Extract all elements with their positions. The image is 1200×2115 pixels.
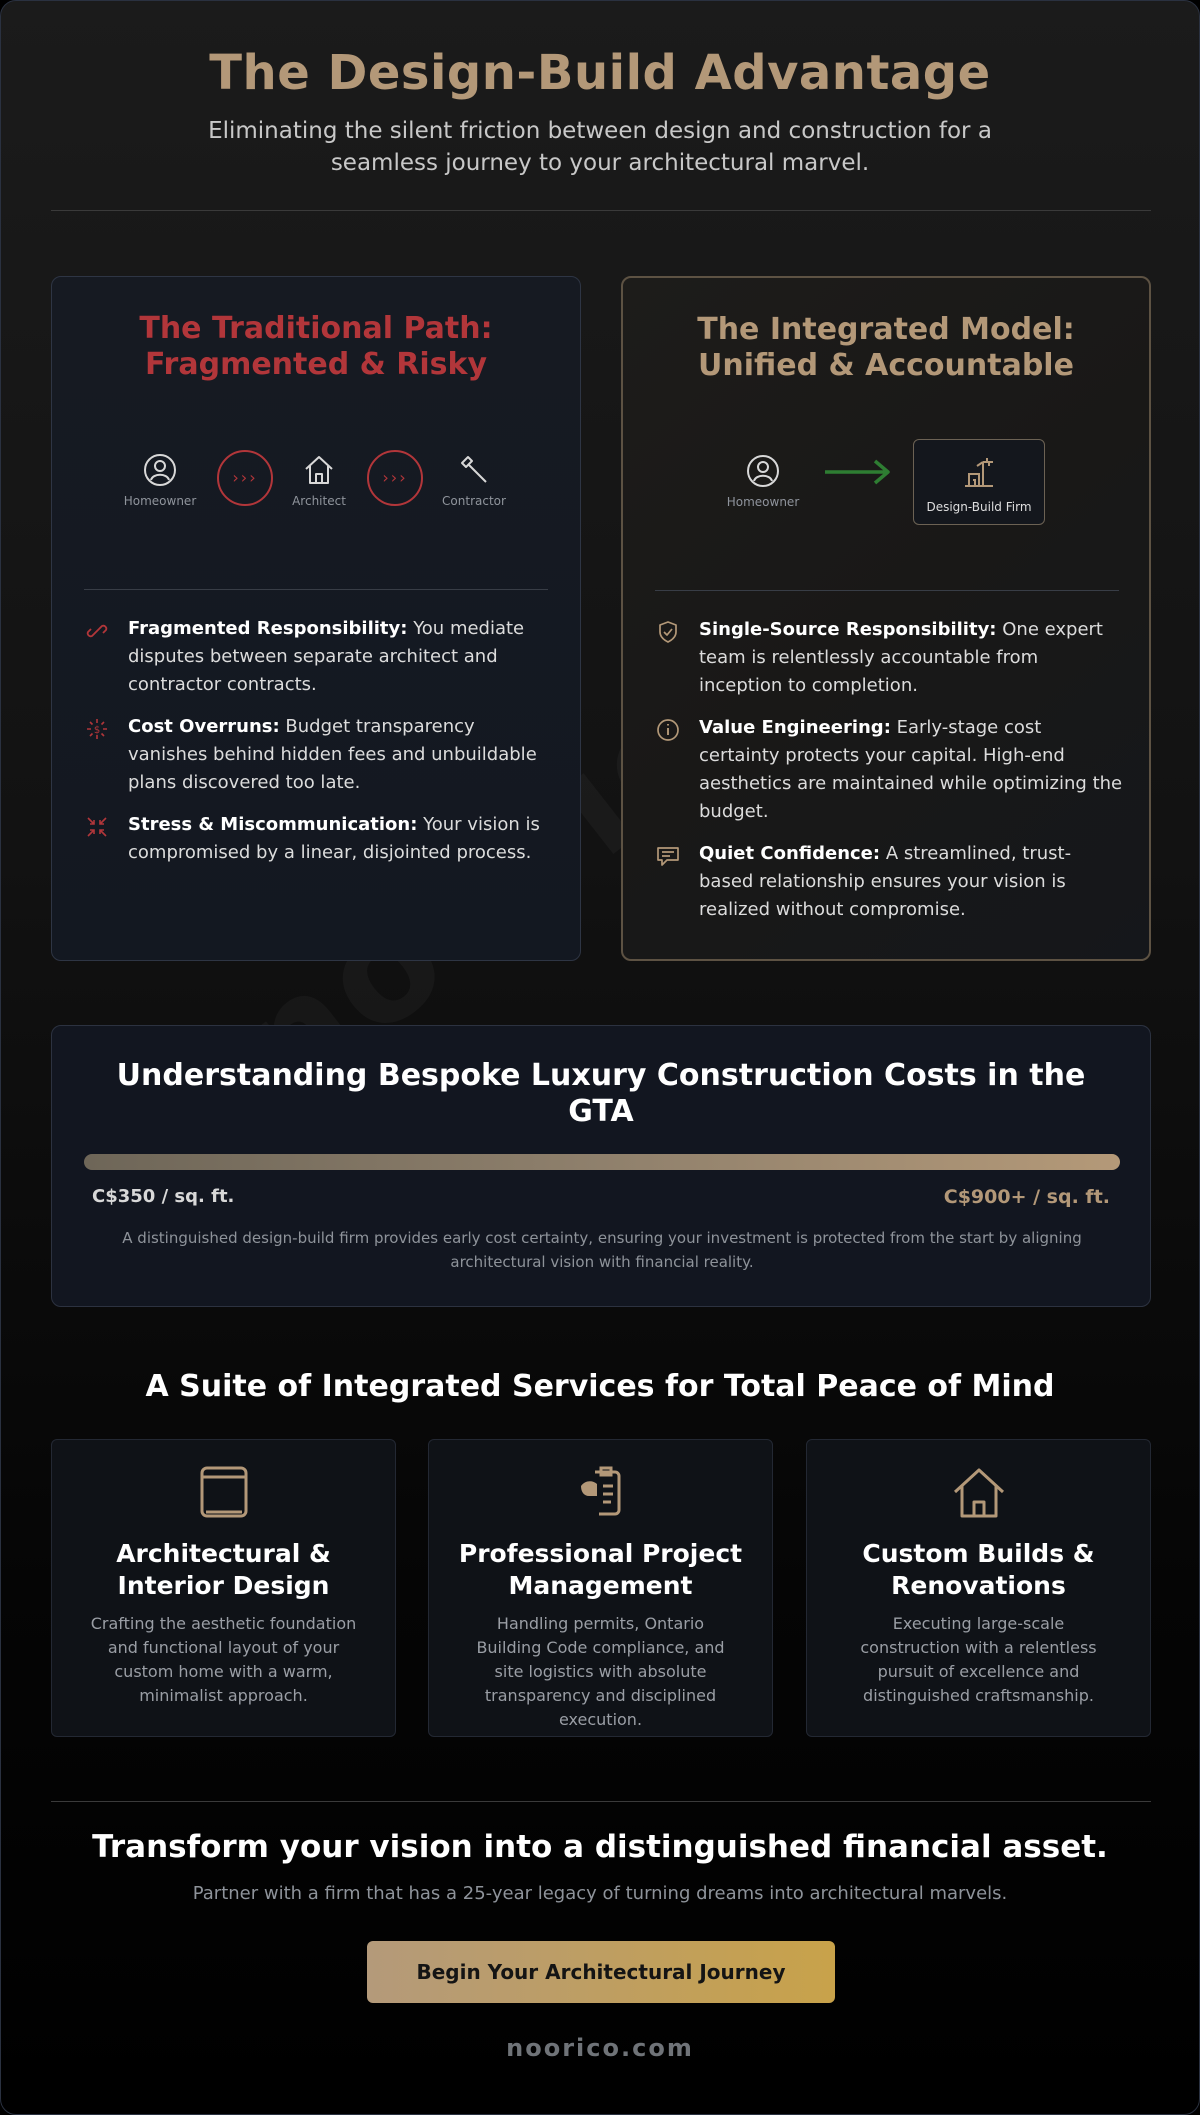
cost-note: A distinguished design-build firm provides early cost certainty, ensuring your investment is protected from the start by aligning architectural vision with financial reality.	[122, 1229, 1082, 1271]
cost-range-bar	[84, 1154, 1120, 1170]
cost-range-panel	[51, 1025, 1151, 1307]
house-icon	[949, 1462, 1009, 1522]
contractor-node	[424, 452, 524, 508]
friction-connector-icon: ›››	[367, 450, 423, 506]
list-item	[84, 615, 554, 699]
service-card-design	[51, 1439, 396, 1737]
item-text: A streamlined, trust-based relationship ensures your vision is realized without compromise.	[699, 843, 1072, 920]
hammer-icon	[456, 452, 492, 488]
integrated-model-card	[621, 276, 1151, 961]
footer-brand[interactable]: noorico.com	[506, 2034, 694, 2062]
item-heading: Single-Source Responsibility:	[699, 619, 997, 640]
item-text: Your vision is compromised by a linear, disjointed process.	[128, 814, 540, 863]
list-item	[655, 840, 1125, 924]
homeowner-node	[110, 452, 210, 508]
cost-low-label: C$350 / sq. ft.	[92, 1186, 235, 1207]
house-icon	[301, 452, 337, 488]
info-circle-icon	[655, 717, 681, 743]
integrated-title: The Integrated Model: Unified & Accountable	[697, 312, 1075, 383]
node-label: Architect	[292, 494, 346, 508]
svg-text:$: $	[93, 725, 101, 736]
homeowner-node	[713, 453, 813, 509]
begin-journey-button[interactable]: Begin Your Architectural Journey	[367, 1941, 835, 2003]
blueprint-frame-icon	[194, 1462, 254, 1522]
burst-dollar-icon	[84, 716, 110, 742]
traditional-path-card	[51, 276, 581, 961]
item-text: One expert team is relentlessly accountable from inception to completion.	[699, 619, 1103, 696]
item-text: You mediate disputes between separate architect and contractor contracts.	[128, 618, 525, 695]
user-circle-icon	[745, 453, 781, 489]
broken-link-icon	[84, 618, 110, 644]
service-title: Architectural & Interior Design	[116, 1539, 331, 1600]
item-heading: Stress & Miscommunication:	[128, 814, 418, 835]
traditional-title: The Traditional Path: Fragmented & Risky	[139, 311, 493, 382]
item-heading: Cost Overruns:	[128, 716, 280, 737]
friction-connector-icon: ›››	[217, 450, 273, 506]
node-label: Contractor	[442, 494, 506, 508]
hero	[1, 1, 1199, 179]
item-text: Early-stage cost certainty protects your capital. High-end aesthetics are maintained while optimizing the budget.	[699, 717, 1123, 822]
service-card-management	[428, 1439, 773, 1737]
design-build-firm-node	[913, 439, 1045, 525]
service-card-builds	[806, 1439, 1151, 1737]
chat-bubble-icon	[655, 843, 681, 869]
card-divider	[655, 590, 1119, 591]
traditional-list	[84, 615, 554, 881]
page-title: The Design-Build Advantage	[209, 45, 991, 101]
service-title: Custom Builds & Renovations	[862, 1539, 1095, 1600]
integrated-list	[655, 616, 1125, 938]
collapse-arrows-icon	[84, 814, 110, 840]
list-item	[84, 811, 554, 867]
node-label: Homeowner	[726, 495, 800, 509]
clipboard-hand-icon	[571, 1462, 631, 1522]
list-item	[655, 714, 1125, 826]
architect-node	[269, 452, 369, 508]
cost-high-label: C$900+ / sq. ft.	[943, 1186, 1110, 1208]
item-heading: Quiet Confidence:	[699, 843, 881, 864]
service-title: Professional Project Management	[458, 1539, 743, 1600]
item-heading: Fragmented Responsibility:	[128, 618, 408, 639]
service-text: Executing large-scale construction with a relentless pursuit of excellence and distinguished craftsmanship.	[860, 1614, 1097, 1705]
node-label: Homeowner	[123, 494, 197, 508]
shield-check-icon	[655, 619, 681, 645]
integrated-flow	[623, 453, 1149, 543]
building-crane-icon	[959, 452, 999, 492]
header-divider	[51, 210, 1151, 211]
services-title: A Suite of Integrated Services for Total Peace of Mind	[145, 1369, 1055, 1404]
item-text: Budget transparency vanishes behind hidden fees and unbuildable plans discovered too late.	[128, 716, 537, 793]
service-text: Handling permits, Ontario Building Code compliance, and site logistics with absolute transparency and disciplined execution.	[476, 1614, 725, 1729]
service-text: Crafting the aesthetic foundation and functional layout of your custom home with a warm, minimalist approach.	[90, 1614, 357, 1705]
card-divider	[84, 589, 548, 590]
arrow-right-icon	[823, 457, 893, 487]
page-subtitle: Eliminating the silent friction between design and construction for a seamless journey to your architectural marvel.	[208, 118, 992, 176]
user-circle-icon	[142, 452, 178, 488]
cta-divider	[51, 1801, 1151, 1802]
list-item	[655, 616, 1125, 700]
item-heading: Value Engineering:	[699, 717, 891, 738]
list-item	[84, 713, 554, 797]
cost-title: Understanding Bespoke Luxury Construction Costs in the GTA	[116, 1058, 1086, 1129]
traditional-flow	[52, 452, 580, 542]
node-label: Design-Build Firm	[926, 500, 1032, 514]
cta-subtitle: Partner with a firm that has a 25-year legacy of turning dreams into architectural marvels.	[192, 1883, 1008, 1904]
cta-title: Transform your vision into a distinguished financial asset.	[92, 1829, 1108, 1865]
